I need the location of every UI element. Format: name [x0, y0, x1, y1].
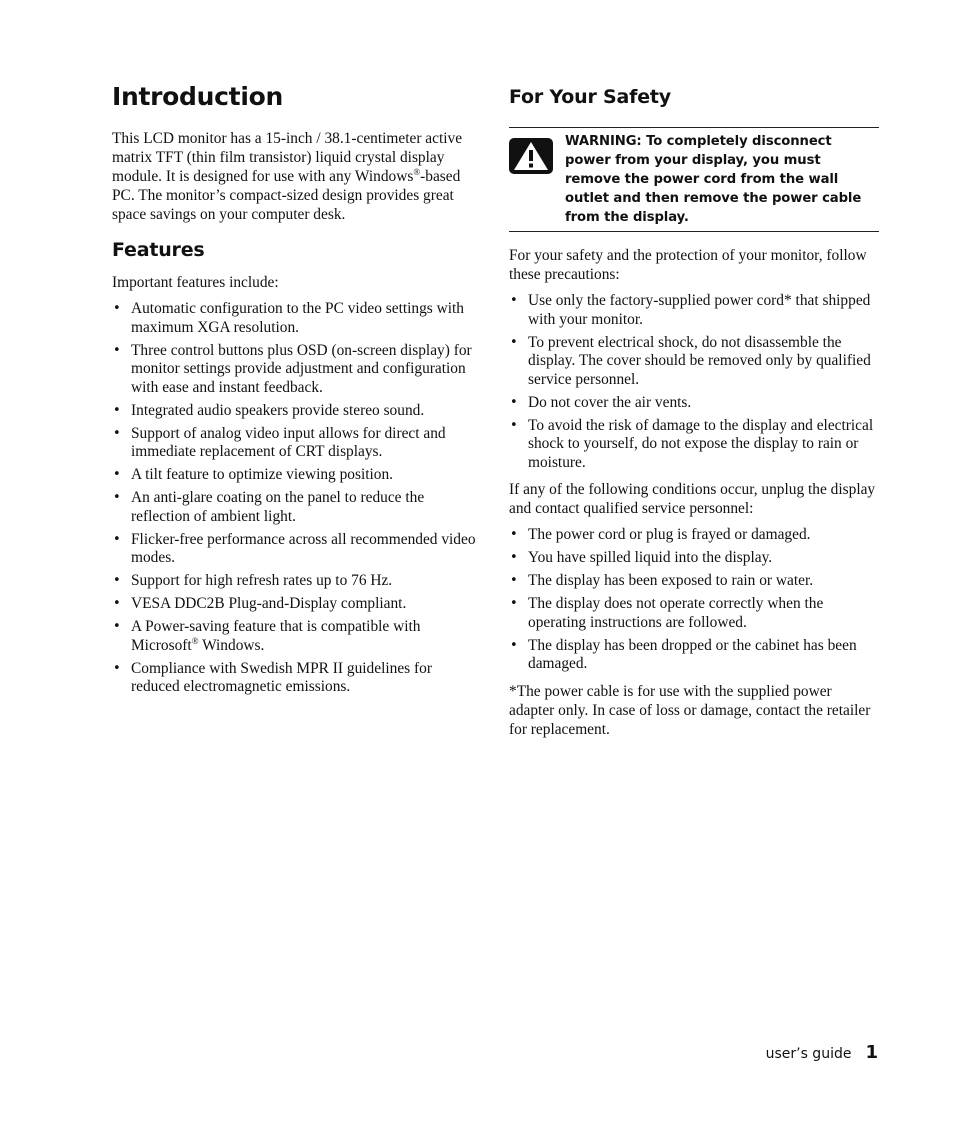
list-item [112, 595, 480, 614]
intro-paragraph [112, 129, 480, 224]
list-item-text: The display has been dropped or the cabinet has been damaged. [528, 636, 857, 672]
bullet-icon: • [113, 425, 121, 441]
list-item [112, 425, 480, 462]
list-item-text: The display has been exposed to rain or water. [528, 572, 814, 589]
page-footer [766, 1042, 878, 1063]
bullet-icon: • [113, 660, 121, 676]
bullet-icon: • [510, 596, 518, 611]
registered-mark: ® [413, 166, 421, 177]
list-item [112, 300, 480, 337]
list-item [112, 402, 480, 421]
list-item [509, 394, 879, 413]
bullet-icon: • [113, 490, 121, 505]
warning-text: WARNING: To completely disconnect power from your display, you must remove the power cord from the wall outlet and then remove the power cable from the display. [565, 134, 862, 225]
page-title: Introduction [112, 82, 283, 111]
precautions-list [509, 292, 879, 472]
bullet-icon: • [113, 531, 121, 547]
bullet-icon: • [113, 573, 121, 588]
footnote: *The power cable is for use with the supplied power adapter only. In case of loss or damage, contact the retailer for replacement. [509, 682, 871, 738]
list-item [509, 334, 879, 390]
list-item [509, 292, 879, 329]
list-item-text: Support of analog video input allows for direct and immediate replacement of CRT displays. [131, 424, 446, 460]
intro-text-2: -based PC. The monitor’s compact-sized design provides great space savings on your computer desk. [112, 168, 461, 223]
bullet-icon: • [510, 293, 518, 308]
list-item-text: You have spilled liquid into the display. [528, 549, 773, 566]
list-item-text: To prevent electrical shock, do not disassemble the display. The cover should be removed only by qualified service personnel. [528, 333, 871, 388]
bullet-icon: • [113, 342, 121, 358]
features-lead: Important features include: [112, 274, 279, 291]
list-item [509, 572, 879, 591]
page-number: 1 [865, 1042, 878, 1063]
list-item-text: The power cord or plug is frayed or damaged. [528, 526, 811, 543]
list-item-text: Flicker-free performance across all recommended video modes. [131, 530, 476, 566]
features-list [112, 300, 480, 697]
conditions-list [509, 526, 879, 674]
list-item-text: Compliance with Swedish MPR II guidelines for reduced electromagnetic emissions. [131, 659, 432, 695]
list-item [112, 466, 480, 485]
list-item [509, 417, 879, 473]
conditions-lead: If any of the following conditions occur, unplug the display and contact qualified service personnel: [509, 481, 876, 517]
bullet-icon: • [510, 573, 518, 588]
intro-text-1: This LCD monitor has a 15-inch / 38.1-centimeter active matrix TFT (thin film transistor) liquid crystal display module. It is designed for use with any Windows [112, 130, 463, 185]
registered-mark: ® [191, 635, 199, 646]
warning-box [509, 127, 879, 232]
list-item-text: A Power-saving feature that is compatible with Microsoft [131, 618, 421, 654]
bullet-icon: • [510, 394, 518, 410]
bullet-icon: • [113, 619, 121, 634]
list-item [509, 595, 879, 632]
list-item [112, 660, 480, 697]
precautions-lead: For your safety and the protection of your monitor, follow these precautions: [509, 247, 867, 283]
list-item [509, 549, 879, 568]
safety-heading: For Your Safety [509, 86, 671, 108]
footer-label: user’s guide [765, 1046, 852, 1062]
list-item [509, 526, 879, 545]
list-item [509, 637, 879, 674]
list-item [112, 489, 480, 526]
bullet-icon: • [510, 527, 518, 542]
warning-triangle-graphic [509, 138, 553, 174]
list-item-text: Integrated audio speakers provide stereo sound. [131, 401, 425, 419]
warning-triangle-icon [509, 132, 565, 227]
list-item-text: Three control buttons plus OSD (on-screen display) for monitor settings provide adjustment and configuration with ease and instant feedback. [131, 341, 472, 396]
right-column [509, 80, 879, 747]
list-item [112, 572, 480, 591]
list-item [112, 531, 480, 568]
list-item-text: Windows. [198, 636, 265, 654]
list-item-text: Support for high refresh rates up to 76 Hz. [131, 572, 393, 589]
list-item-text: Use only the factory-supplied power cord* that shipped with your monitor. [528, 292, 871, 328]
left-column [112, 80, 480, 705]
list-item [112, 342, 480, 398]
list-item-text: To avoid the risk of damage to the display and electrical shock to yourself, do not expose the display to rain or moisture. [528, 416, 874, 471]
bullet-icon: • [510, 637, 518, 653]
list-item-text: A tilt feature to optimize viewing position. [131, 466, 394, 483]
list-item-text: VESA DDC2B Plug-and-Display compliant. [131, 595, 407, 612]
bullet-icon: • [113, 301, 121, 316]
bullet-icon: • [113, 596, 121, 611]
bullet-icon: • [510, 417, 518, 433]
bullet-icon: • [510, 550, 518, 565]
bullet-icon: • [113, 402, 121, 418]
features-heading: Features [112, 239, 205, 261]
list-item [112, 618, 480, 655]
list-item-text: The display does not operate correctly when the operating instructions are followed. [528, 595, 824, 631]
bullet-icon: • [113, 467, 121, 482]
bullet-icon: • [510, 334, 518, 350]
list-item-text: Do not cover the air vents. [528, 393, 692, 411]
list-item-text: An anti-glare coating on the panel to reduce the reflection of ambient light. [131, 489, 425, 525]
list-item-text: Automatic configuration to the PC video settings with maximum XGA resolution. [131, 300, 464, 336]
